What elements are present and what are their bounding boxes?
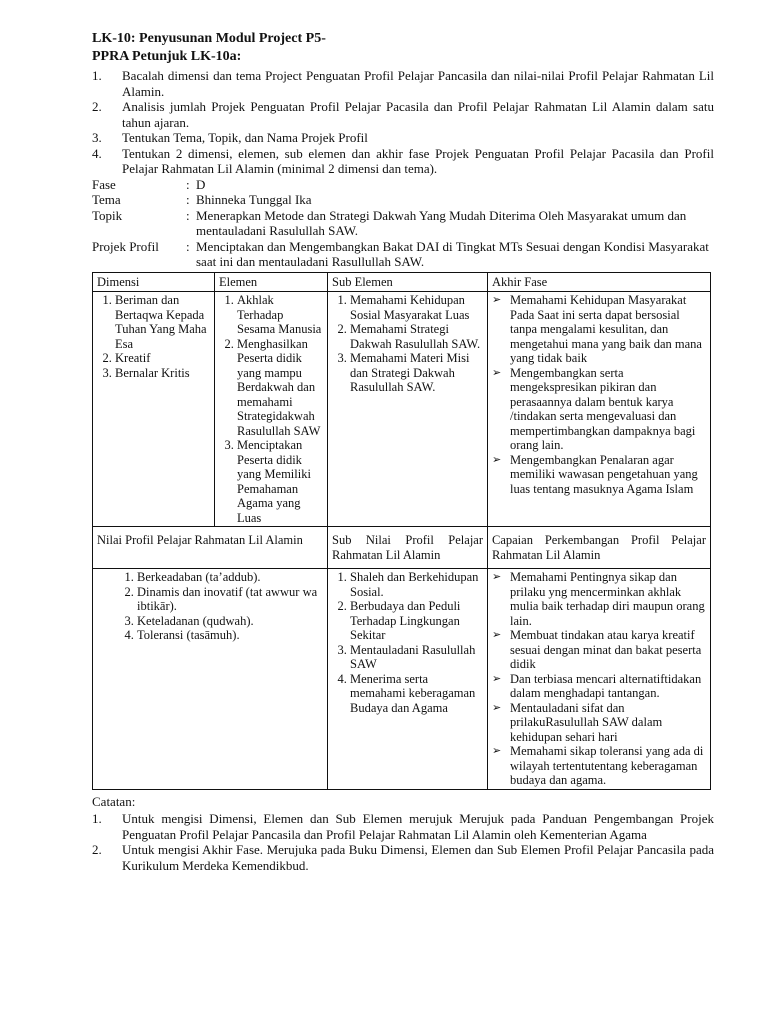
doc-title-line1: LK-10: Penyusunan Modul Project P5- <box>92 31 326 46</box>
elemen-cell: 1. Akhlak Terhadap Sesama Manusia 2. Menghasilkan Peserta didik yang mampu Berdakwah dan memahami Strategidakwah Rasulullah SAW 3. Menciptakan Peserta didik yang Memiliki Pemahaman Agama yang Luas <box>215 292 328 527</box>
arrow-bullet-icon: ➢ <box>492 452 502 466</box>
project-info: Fase : D Tema : Bhinneka Tunggal Ika Topik : Menerapkan Metode dan Strategi Dakwah Yang Mudah Diterima Oleh Masyarakat umum dan mentauladani Rasulullah SAW. Projek Profil : Menciptakan dan Mengembangkan Bakat DAI di Tingkat MTs Sesuai dengan Kondisi Masyarakat saat ini dan mentauladani Rasullullah SAW. <box>92 177 714 270</box>
sub-nilai-cell: 1. Shaleh dan Berkehidupan Sosial. 2. Berbudaya dan Peduli Terhadap Lingkungan Sekitar 3. Mentauladani Rasulullah SAW 4. Menerima serta memahami keberagaman Budaya dan Agama <box>328 569 488 790</box>
instruction-item: 2. Analisis jumlah Projek Penguatan Profil Pelajar Pacasila dan Profil Pelajar Rahmatan Lil Alamin dalam satu tahun ajaran. <box>92 99 714 130</box>
info-label-tema: Tema <box>92 192 121 207</box>
info-label-projek: Projek Profil <box>92 238 159 254</box>
doc-title-line2: PPRA Petunjuk LK-10a: <box>92 49 242 64</box>
header-dimensi: Dimensi <box>93 272 215 292</box>
note-item: 1. Untuk mengisi Dimensi, Elemen dan Sub Elemen merujuk Merujuk pada Panduan Pengembangan Projek Penguatan Profil Pelajar Pancasila dan Profil Pelajar Rahmatan Lil Alamin oleh Kementerian Agama <box>92 811 714 842</box>
notes-list <box>92 811 714 873</box>
instruction-item: 1. Bacalah dimensi dan tema Project Penguatan Profil Pelajar Pancasila dan nilai-nilai Profil Pelajar Rahmatan Lil Alamin. <box>92 68 714 99</box>
instruction-item: 3. Tentukan Tema, Topik, dan Nama Projek Profil <box>92 130 368 145</box>
akhir-fase-cell: ➢ Memahami Kehidupan Masyarakat Pada Saat ini serta dapat bersosial tanpa mengalami kesulitan, dan mengetahui mana yang baik dan mana yang tidak baik ➢ Mengembangkan serta mengekspresikan pikiran dan perasaannya dalam bentuk karya /tindakan serta mengevaluasi dan mempertimbangkan dampaknya bagi orang lain. ➢ Mengembangkan Penalaran agar memiliki wawasan pengetahuan yang luas tentang masuknya Agama Islam <box>488 292 711 527</box>
module-table <box>92 272 711 790</box>
info-value-fase: D <box>196 176 206 192</box>
arrow-bullet-icon: ➢ <box>492 628 502 641</box>
arrow-bullet-icon: ➢ <box>492 293 502 306</box>
header-sub-nilai: Sub Nilai Profil Pelajar Rahmatan Lil Alamin <box>328 527 488 569</box>
header-akhir-fase: Akhir Fase <box>488 272 711 292</box>
notes-title: Catatan: <box>92 793 136 809</box>
header-sub-elemen: Sub Elemen <box>328 272 488 292</box>
info-label-fase: Fase <box>92 176 116 192</box>
table-header-row-2 <box>93 527 711 569</box>
instruction-list <box>92 68 714 177</box>
instruction-item: 4. Tentukan 2 dimensi, elemen, sub elemen dan akhir fase Projek Penguatan Profil Pelajar Pacasila dan Profil Pelajar Rahmatan Lil Alamin (minimal 2 dimensi dan tema). <box>92 145 714 176</box>
arrow-bullet-icon: ➢ <box>492 700 502 714</box>
header-nilai: Nilai Profil Pelajar Rahmatan Lil Alamin <box>93 527 328 569</box>
arrow-bullet-icon: ➢ <box>492 671 502 685</box>
info-value-projek: Menciptakan dan Mengembangkan Bakat DAI di Tingkat MTs Sesuai dengan Kondisi Masyarakat saat ini dan mentauladani Rasullullah SAW. <box>196 238 709 269</box>
arrow-bullet-icon: ➢ <box>492 744 502 757</box>
header-elemen: Elemen <box>215 272 328 292</box>
table-row <box>93 569 711 790</box>
nilai-cell: 1. Berkeadaban (ta’addub). 2. Dinamis dan inovatif (tat awwur wa ibtikār). 3. Keteladanan (qudwah). 4. Toleransi (tasāmuh). <box>93 569 328 790</box>
note-item: 2. Untuk mengisi Akhir Fase. Merujuka pada Buku Dimensi, Elemen dan Sub Elemen Profil Pelajar Pancasila pada Kurikulum Merdeka Kemendikbud. <box>92 842 714 873</box>
arrow-bullet-icon: ➢ <box>492 570 502 583</box>
table-header-row <box>93 272 711 292</box>
info-value-topik: Menerapkan Metode dan Strategi Dakwah Yang Mudah Diterima Oleh Masyarakat umum dan mentauladani Rasulullah SAW. <box>196 207 687 238</box>
document-page <box>92 30 714 873</box>
info-label-topik: Topik <box>92 207 123 223</box>
capaian-cell: ➢ Memahami Pentingnya sikap dan prilaku yng mencerminkan akhlak mulia baik terhadap diri maupun orang lain. ➢ Membuat tindakan atau karya kreatif sesuai dengan minat dan bakat peserta didik ➢ Dan terbiasa mencari alternatiftidakan dalam menghadapi tantangan. ➢ Mentauladani sifat dan prilakuRasulullah SAW dalam kehidupan sehari hari ➢ Memahami sikap toleransi yang ada di wilayah tertentutentang keberagaman budaya dan agama. <box>488 569 711 790</box>
sub-elemen-cell: 1. Memahami Kehidupan Sosial Masyarakat Luas 2. Memahami Strategi Dakwah Rasulullah SAW. 3. Memahami Materi Misi dan Strategi Dakwah Rasulullah SAW. <box>328 292 488 527</box>
dimensi-cell: 1. Beriman dan Bertaqwa Kepada Tuhan Yang Maha Esa 2. Kreatif 3. Bernalar Kritis <box>93 292 215 527</box>
arrow-bullet-icon: ➢ <box>492 365 502 379</box>
info-value-tema: Bhinneka Tunggal Ika <box>196 192 312 207</box>
table-row <box>93 292 711 527</box>
header-capaian: Capaian Perkembangan Profil Pelajar Rahmatan Lil Alamin <box>488 527 711 569</box>
